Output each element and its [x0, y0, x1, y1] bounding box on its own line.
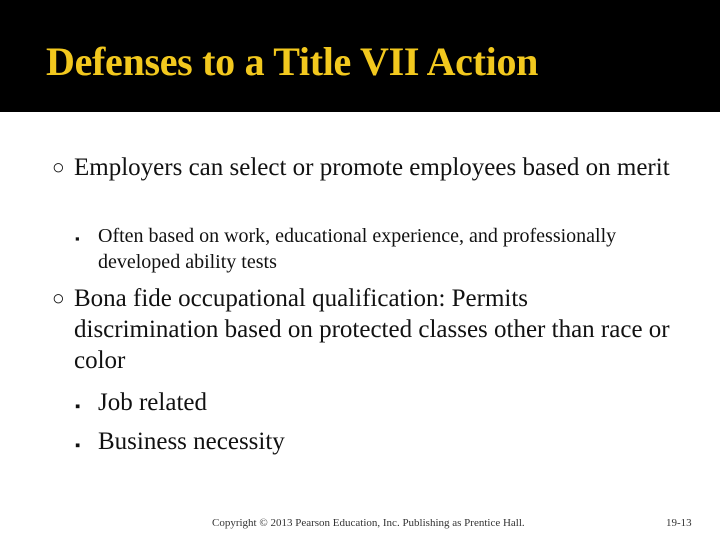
- sub-bullet-item: [75, 426, 598, 457]
- title-bar: [0, 0, 720, 112]
- bullet-item: [52, 152, 694, 183]
- square-bullet-icon: ▪: [75, 438, 81, 454]
- square-bullet-icon: ▪: [75, 399, 81, 415]
- hollow-circle-icon: ○: [52, 155, 65, 179]
- square-bullet-icon: ▪: [75, 231, 80, 246]
- bullet-text: Bona fide occupational qualification: Permits discrimination based on protected classes other than race or color: [74, 285, 670, 374]
- slide-title: Defenses to a Title VII Action: [46, 39, 539, 84]
- slide-content: [0, 112, 720, 540]
- sub-bullet-item: [75, 223, 618, 275]
- sub-bullet-text: Often based on work, educational experience, and professionally developed ability tests: [98, 225, 617, 273]
- bullet-text: Employers can select or promote employees based on merit: [74, 154, 670, 181]
- bullet-item: [52, 283, 674, 376]
- hollow-circle-icon: ○: [52, 286, 65, 310]
- sub-bullet-text: Job related: [98, 389, 207, 416]
- sub-bullet-item: [75, 387, 598, 418]
- copyright-footer: Copyright © 2013 Pearson Education, Inc. Publishing as Prentice Hall.: [212, 517, 525, 529]
- sub-bullet-text: Business necessity: [98, 428, 285, 455]
- page-number: 19-13: [666, 517, 692, 529]
